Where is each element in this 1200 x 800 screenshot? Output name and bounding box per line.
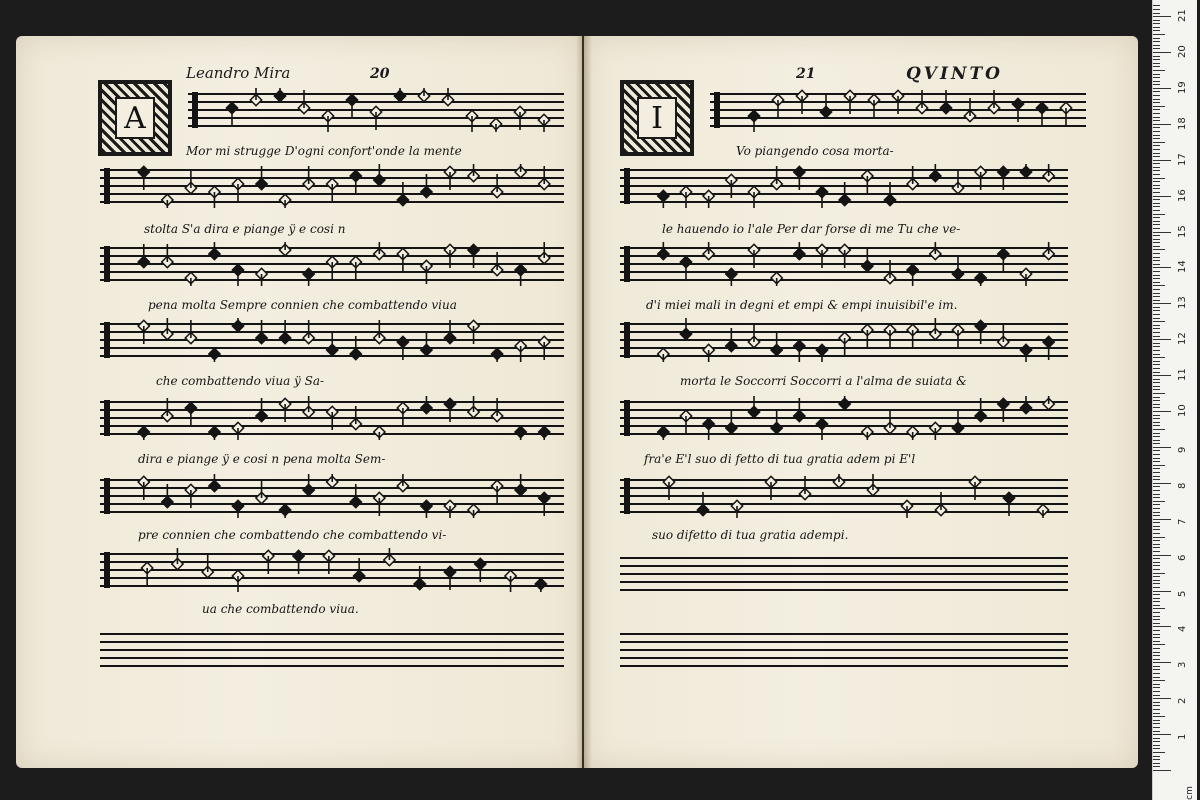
ruler-tick [1153, 594, 1160, 595]
ruler-tick [1153, 20, 1160, 21]
music-staff [620, 318, 1068, 362]
lyric-line: ua che combattendo viua. [202, 602, 359, 616]
ruler-tick [1153, 601, 1160, 602]
ruler-tick [1153, 770, 1171, 771]
ruler-tick [1153, 368, 1160, 369]
ruler-tick [1153, 756, 1160, 757]
ruler-tick [1153, 346, 1160, 347]
clef-mark [714, 92, 720, 128]
music-staff [100, 548, 564, 592]
ruler-tick [1153, 285, 1165, 286]
ruler-tick [1153, 74, 1160, 75]
ruler-tick [1153, 120, 1160, 121]
lyric-line: fra'e E'l suo di fetto di tua gratia adem pi E'l [644, 452, 916, 466]
ruler-tick [1153, 145, 1160, 146]
ruler-tick [1153, 239, 1160, 240]
ruler-tick [1153, 109, 1160, 110]
ruler-tick [1153, 260, 1160, 261]
ruler-tick [1153, 339, 1171, 340]
ruler-tick [1153, 698, 1171, 699]
ruler-tick [1153, 580, 1160, 581]
left-page-number: 20 [370, 66, 390, 82]
ruler-tick [1153, 138, 1160, 139]
ruler-label: 18 [1177, 117, 1188, 130]
ruler-tick [1153, 23, 1160, 24]
ruler-tick [1153, 325, 1160, 326]
clef-mark [104, 478, 110, 514]
ruler-tick [1153, 48, 1160, 49]
ruler-tick [1153, 591, 1171, 592]
ruler-tick [1153, 486, 1160, 487]
ruler-label: 2 [1177, 697, 1188, 705]
ruler-tick [1153, 763, 1160, 764]
ruler-tick [1153, 723, 1160, 724]
ruler-tick [1153, 293, 1160, 294]
ruler-label: 21 [1177, 9, 1188, 23]
ruler-tick [1153, 271, 1160, 272]
book-gutter [576, 36, 592, 768]
ruler-tick [1153, 5, 1160, 6]
ruler-tick [1153, 522, 1160, 523]
music-staff [100, 164, 564, 208]
ruler-tick [1153, 300, 1160, 301]
ruler-label: 4 [1177, 626, 1188, 633]
ruler-tick [1153, 605, 1160, 606]
ruler-tick [1153, 34, 1165, 35]
ruler-tick [1153, 375, 1171, 376]
ruler-tick [1153, 626, 1171, 627]
ruler-tick [1153, 623, 1160, 624]
ruler-tick [1153, 117, 1160, 118]
clef-mark [624, 322, 630, 358]
initial-letter: I [637, 97, 677, 139]
ruler-tick [1153, 95, 1160, 96]
ruler-tick [1153, 731, 1160, 732]
ruler-tick [1153, 687, 1160, 688]
ruler-tick [1153, 38, 1160, 39]
ruler-tick [1153, 66, 1160, 67]
ruler-tick [1153, 748, 1160, 749]
ruler-tick [1153, 702, 1160, 703]
right-page-number: 21 [796, 66, 816, 82]
ruler-tick [1153, 555, 1171, 556]
ruler-tick [1153, 203, 1160, 204]
music-staff [100, 396, 564, 440]
ruler-tick [1153, 547, 1160, 548]
ruler-tick [1153, 357, 1165, 358]
ruler-label: 8 [1177, 482, 1188, 489]
ruler-tick [1153, 84, 1160, 85]
ruler-tick [1153, 709, 1160, 710]
ruler-tick [1153, 673, 1160, 674]
ruler-tick [1153, 454, 1160, 455]
ruler-tick [1153, 472, 1160, 473]
ruler-unit: cm [1184, 786, 1195, 800]
ruler-tick [1153, 515, 1160, 516]
ruler-tick [1153, 612, 1160, 613]
ruler-tick [1153, 372, 1160, 373]
ruler-label: 9 [1177, 446, 1188, 453]
ruler-tick [1153, 124, 1171, 125]
composer-name: Leandro Mira [186, 64, 291, 82]
clef-mark [104, 552, 110, 588]
ruler-tick [1153, 206, 1160, 207]
ruler-tick [1153, 235, 1160, 236]
ruler-label: 7 [1177, 518, 1188, 525]
ruler-tick [1153, 659, 1160, 660]
ruler-tick [1153, 490, 1160, 491]
music-staff [620, 164, 1068, 208]
voice-part-title: QVINTO [906, 64, 1003, 84]
ruler-tick [1153, 465, 1165, 466]
ruler-tick [1153, 106, 1165, 107]
ruler-tick [1153, 648, 1160, 649]
music-staff [620, 628, 1068, 672]
ruler-tick [1153, 576, 1160, 577]
initial-letter: A [115, 97, 155, 139]
ruler-tick [1153, 310, 1160, 311]
lyric-line: che combattendo viua ÿ Sa- [156, 374, 325, 388]
ruler-tick [1153, 9, 1160, 10]
ruler-tick [1153, 196, 1171, 197]
ruler-tick [1153, 210, 1160, 211]
ruler-tick [1153, 242, 1160, 243]
clef-mark [624, 478, 630, 514]
ruler-tick [1153, 296, 1160, 297]
ruler-tick [1153, 192, 1160, 193]
ruler-tick [1153, 142, 1165, 143]
ruler-tick [1153, 468, 1160, 469]
lyric-line: Mor mi strugge D'ogni confort'onde la mente [186, 144, 462, 158]
ruler-tick [1153, 343, 1160, 344]
ruler-tick [1153, 450, 1160, 451]
ruler-tick [1153, 249, 1165, 250]
ruler-tick [1153, 443, 1160, 444]
ruler-tick [1153, 497, 1160, 498]
ruler-tick [1153, 641, 1160, 642]
ruler-tick [1153, 303, 1171, 304]
ruler-tick [1153, 598, 1160, 599]
ruler-label: 17 [1177, 152, 1188, 166]
clef-mark [104, 168, 110, 204]
lyric-line: suo difetto di tua gratia adempi. [652, 528, 849, 542]
ruler-tick [1153, 533, 1160, 534]
ruler-tick [1153, 102, 1160, 103]
ruler-tick [1153, 228, 1160, 229]
ruler-tick [1153, 529, 1160, 530]
ruler-tick [1153, 188, 1160, 189]
lyric-line: pre connien che combattendo che combattendo vi- [138, 528, 447, 542]
ruler-tick [1153, 669, 1160, 670]
clef-mark [104, 246, 110, 282]
clef-mark [104, 322, 110, 358]
ruler-tick [1153, 540, 1160, 541]
music-staff [710, 88, 1086, 132]
ruler-tick [1153, 267, 1171, 268]
ruler-label: 5 [1177, 590, 1188, 597]
ruler-tick [1153, 433, 1160, 434]
decorated-initial-a [98, 80, 172, 156]
ruler-label: 11 [1177, 368, 1188, 382]
ruler-label: 15 [1177, 224, 1188, 238]
ruler-tick [1153, 13, 1160, 14]
ruler-tick [1153, 526, 1160, 527]
ruler-tick [1153, 501, 1165, 502]
ruler-tick [1153, 393, 1165, 394]
ruler-tick [1153, 307, 1160, 308]
ruler-tick [1153, 88, 1171, 89]
ruler-tick [1153, 81, 1160, 82]
ruler-tick [1153, 720, 1160, 721]
ruler-tick [1153, 476, 1160, 477]
ruler-tick [1153, 458, 1160, 459]
music-staff [188, 88, 564, 132]
ruler-tick [1153, 364, 1160, 365]
ruler-tick [1153, 677, 1160, 678]
ruler-tick [1153, 27, 1160, 28]
ruler-tick [1153, 167, 1160, 168]
music-staff [100, 628, 564, 672]
ruler-tick [1153, 562, 1160, 563]
ruler-tick [1153, 232, 1171, 233]
ruler-tick [1153, 45, 1160, 46]
ruler-tick [1153, 558, 1160, 559]
ruler-tick [1153, 336, 1160, 337]
ruler-tick [1153, 199, 1160, 200]
ruler-tick [1153, 680, 1165, 681]
ruler-tick [1153, 741, 1160, 742]
lyric-line: morta le Soccorri Soccorri a l'alma de suiata & [680, 374, 967, 388]
ruler-tick [1153, 91, 1160, 92]
music-staff [620, 396, 1068, 440]
ruler-tick [1153, 217, 1160, 218]
ruler-tick [1153, 257, 1160, 258]
ruler-tick [1153, 425, 1160, 426]
ruler-tick [1153, 160, 1171, 161]
ruler-tick [1153, 415, 1160, 416]
ruler-tick [1153, 224, 1160, 225]
ruler-tick [1153, 504, 1160, 505]
ruler-tick [1153, 583, 1160, 584]
music-staff [620, 474, 1068, 518]
ruler-tick [1153, 70, 1165, 71]
ruler-tick [1153, 264, 1160, 265]
lyric-line: Vo piangendo cosa morta- [736, 144, 894, 158]
ruler-tick [1153, 56, 1160, 57]
ruler-tick [1153, 512, 1160, 513]
ruler-tick [1153, 314, 1160, 315]
music-staff [100, 318, 564, 362]
decorated-initial-i [620, 80, 694, 156]
ruler-tick [1153, 59, 1160, 60]
ruler-tick [1153, 77, 1160, 78]
ruler-tick [1153, 734, 1171, 735]
ruler-tick [1153, 407, 1160, 408]
ruler-tick [1153, 652, 1160, 653]
ruler-label: 3 [1177, 661, 1188, 669]
ruler-label: 16 [1177, 188, 1188, 202]
ruler-label: 12 [1177, 332, 1188, 346]
ruler-tick [1153, 752, 1165, 753]
ruler-tick [1153, 619, 1160, 620]
ruler-tick [1153, 461, 1160, 462]
open-book [16, 36, 1138, 768]
ruler-tick [1153, 163, 1160, 164]
clef-mark [624, 168, 630, 204]
ruler-tick [1153, 695, 1160, 696]
ruler-label: 20 [1177, 45, 1188, 58]
ruler-tick [1153, 185, 1160, 186]
ruler-label: 6 [1177, 554, 1188, 561]
ruler-tick [1153, 361, 1160, 362]
ruler-tick [1153, 587, 1160, 588]
ruler-tick [1153, 537, 1165, 538]
ruler-tick [1153, 63, 1160, 64]
ruler-tick [1153, 181, 1160, 182]
ruler-tick [1153, 221, 1160, 222]
ruler-tick [1153, 565, 1160, 566]
ruler-tick [1153, 479, 1160, 480]
ruler-tick [1153, 174, 1160, 175]
ruler-tick [1153, 350, 1160, 351]
ruler-tick [1153, 52, 1171, 53]
ruler-label: 10 [1177, 404, 1188, 417]
music-staff [620, 552, 1068, 596]
ruler-tick [1153, 404, 1160, 405]
ruler-tick [1153, 214, 1165, 215]
ruler-tick [1153, 275, 1160, 276]
ruler-tick [1153, 713, 1160, 714]
music-staff [100, 242, 564, 286]
lyric-line: d'i miei mali in degni et empi & empi inuisibil'e im. [646, 298, 958, 312]
ruler-label: 14 [1177, 260, 1188, 274]
clef-mark [192, 92, 198, 128]
ruler-tick [1153, 759, 1160, 760]
clef-mark [624, 400, 630, 436]
measurement-ruler [1152, 0, 1197, 800]
ruler-tick [1153, 127, 1160, 128]
ruler-tick [1153, 738, 1160, 739]
ruler-tick [1153, 483, 1171, 484]
ruler-tick [1153, 551, 1160, 552]
ruler-tick [1153, 519, 1171, 520]
lyric-line: stolta S'a dira e piange ÿ e cosi n [144, 222, 346, 236]
ruler-tick [1153, 397, 1160, 398]
ruler-tick [1153, 616, 1160, 617]
ruler-tick [1153, 386, 1160, 387]
ruler-label: 1 [1177, 733, 1188, 741]
ruler-tick [1153, 608, 1165, 609]
ruler-tick [1153, 544, 1160, 545]
ruler-tick [1153, 135, 1160, 136]
ruler-label: 13 [1177, 296, 1188, 310]
ruler-label: 19 [1177, 81, 1188, 94]
ruler-tick [1153, 156, 1160, 157]
ruler-tick [1153, 447, 1171, 448]
ruler-tick [1153, 328, 1160, 329]
ruler-tick [1153, 149, 1160, 150]
lyric-line: pena molta Sempre connien che combattendo viua [148, 298, 457, 312]
clef-mark [624, 246, 630, 282]
ruler-tick [1153, 41, 1160, 42]
ruler-tick [1153, 429, 1165, 430]
ruler-tick [1153, 178, 1165, 179]
ruler-tick [1153, 246, 1160, 247]
ruler-tick [1153, 440, 1160, 441]
ruler-tick [1153, 278, 1160, 279]
ruler-tick [1153, 131, 1160, 132]
ruler-tick [1153, 382, 1160, 383]
ruler-tick [1153, 30, 1160, 31]
ruler-tick [1153, 644, 1165, 645]
ruler-tick [1153, 716, 1165, 717]
ruler-tick [1153, 766, 1160, 767]
ruler-tick [1153, 16, 1171, 17]
ruler-tick [1153, 318, 1160, 319]
ruler-tick [1153, 684, 1160, 685]
lyric-line: le hauendo io l'ale Per dar forse di me Tu che ve- [662, 222, 961, 236]
ruler-tick [1153, 153, 1160, 154]
ruler-tick [1153, 418, 1160, 419]
ruler-tick [1153, 332, 1160, 333]
ruler-tick [1153, 745, 1160, 746]
ruler-tick [1153, 569, 1160, 570]
ruler-tick [1153, 637, 1160, 638]
ruler-tick [1153, 494, 1160, 495]
ruler-tick [1153, 508, 1160, 509]
ruler-tick [1153, 691, 1160, 692]
ruler-tick [1153, 170, 1160, 171]
ruler-tick [1153, 282, 1160, 283]
ruler-tick [1153, 705, 1160, 706]
ruler-tick [1153, 253, 1160, 254]
music-staff [100, 474, 564, 518]
ruler-tick [1153, 662, 1171, 663]
music-staff [620, 242, 1068, 286]
ruler-tick [1153, 436, 1160, 437]
lyric-line: dira e piange ÿ e cosi n pena molta Sem- [138, 452, 386, 466]
ruler-tick [1153, 289, 1160, 290]
ruler-tick [1153, 630, 1160, 631]
ruler-tick [1153, 573, 1165, 574]
ruler-tick [1153, 379, 1160, 380]
clef-mark [104, 400, 110, 436]
ruler-tick [1153, 354, 1160, 355]
ruler-tick [1153, 422, 1160, 423]
ruler-tick [1153, 400, 1160, 401]
ruler-tick [1153, 727, 1160, 728]
ruler-tick [1153, 655, 1160, 656]
ruler-tick [1153, 389, 1160, 390]
ruler-tick [1153, 99, 1160, 100]
ruler-tick [1153, 666, 1160, 667]
ruler-tick [1153, 411, 1171, 412]
ruler-tick [1153, 634, 1160, 635]
ruler-tick [1153, 113, 1160, 114]
ruler-tick [1153, 321, 1165, 322]
